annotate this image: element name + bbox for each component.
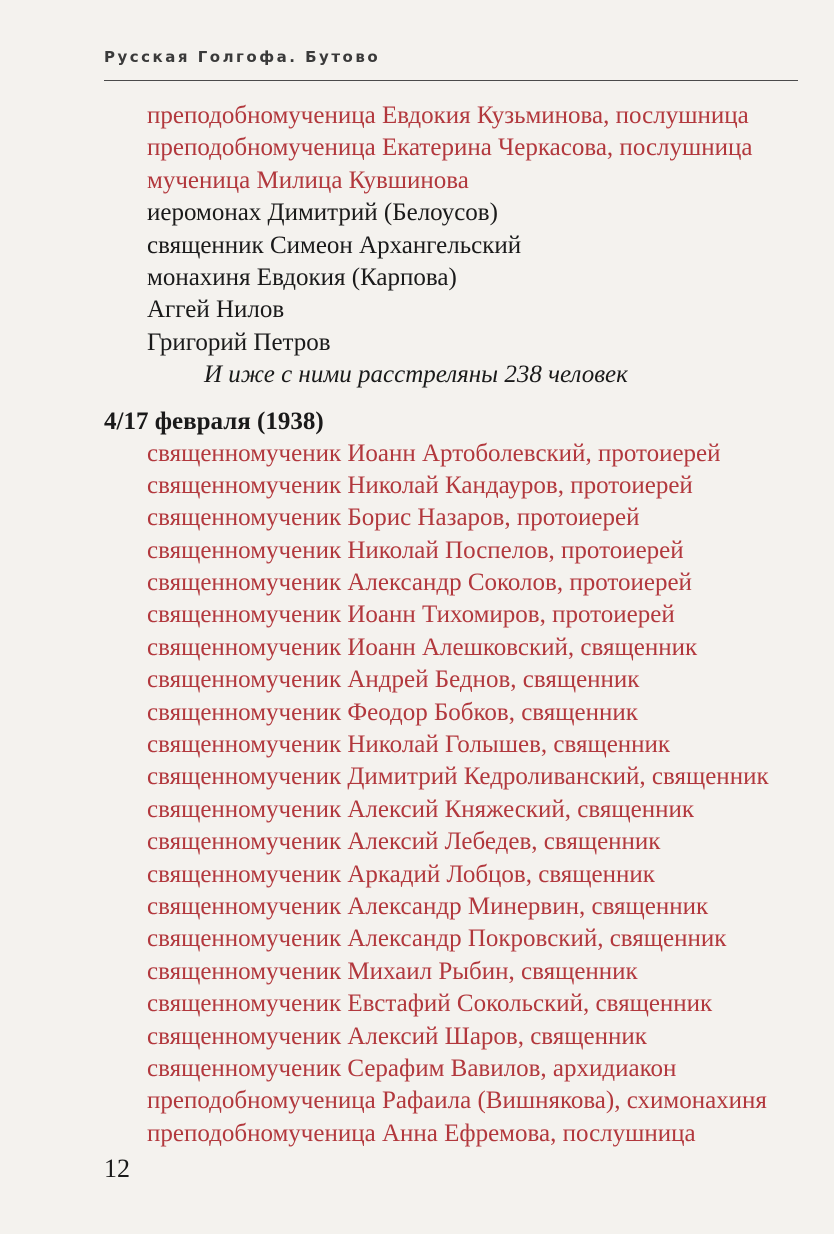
list-item: Аггей Нилов xyxy=(147,296,285,324)
list-item: священномученик Алексий Шаров, священник xyxy=(147,1022,647,1050)
list-item: священномученик Николай Кандауров, протоиерей xyxy=(147,471,693,499)
date-heading: 4/17 февраля (1938) xyxy=(104,407,324,435)
martyr-list xyxy=(104,438,804,1151)
list-item: священномученик Серафим Вавилов, архидиакон xyxy=(147,1054,677,1082)
header-rule xyxy=(104,80,798,81)
list-item: священномученик Александр Минервин, священник xyxy=(147,892,709,920)
execution-summary: И иже с ними расстреляны 238 человек xyxy=(204,361,628,389)
running-head: Русская Голгофа. Бутово xyxy=(104,48,381,66)
list-item: преподобномученица Рафаила (Вишнякова), схимонахиня xyxy=(147,1087,767,1115)
list-item: священномученик Иоанн Алешковский, священник xyxy=(147,633,698,661)
list-item: священномученик Димитрий Кедроливанский, священник xyxy=(147,763,769,791)
list-item: священномученик Борис Назаров, протоиерей xyxy=(147,504,640,532)
list-item: священномученик Иоанн Тихомиров, протоиерей xyxy=(147,601,675,629)
list-item: преподобномученица Екатерина Черкасова, послушница xyxy=(147,134,753,162)
page-body xyxy=(104,100,804,1150)
list-item: священномученик Алексий Лебедев, священник xyxy=(147,828,661,856)
list-item: священник Симеон Архангельский xyxy=(147,231,522,259)
list-item: священномученик Андрей Беднов, священник xyxy=(147,666,640,694)
list-item: мученица Милица Кувшинова xyxy=(147,166,469,194)
list-item: священномученик Аркадий Лобцов, священник xyxy=(147,860,655,888)
page-number: 12 xyxy=(104,1154,130,1183)
list-item: священномученик Алексий Княжеский, священник xyxy=(147,795,695,823)
list-item: Григорий Петров xyxy=(147,328,331,356)
list-item: священномученик Александр Покровский, священник xyxy=(147,925,727,953)
list-item: иеромонах Димитрий (Белоусов) xyxy=(147,199,498,227)
list-item: священномученик Евстафий Сокольский, священник xyxy=(147,990,713,1018)
martyr-list-continued xyxy=(104,100,804,392)
list-item: священномученик Иоанн Артоболевский, протоиерей xyxy=(147,439,721,467)
list-item: преподобномученица Евдокия Кузьминова, послушница xyxy=(147,102,749,129)
list-item: священномученик Николай Голышев, священник xyxy=(147,731,671,759)
list-item: священномученик Николай Поспелов, протоиерей xyxy=(147,536,684,564)
list-item: преподобномученица Анна Ефремова, послушница xyxy=(147,1119,696,1147)
list-item: монахиня Евдокия (Карпова) xyxy=(147,263,457,291)
list-item: священномученик Михаил Рыбин, священник xyxy=(147,957,638,985)
list-item: священномученик Александр Соколов, протоиерей xyxy=(147,569,692,597)
list-item: священномученик Феодор Бобков, священник xyxy=(147,698,638,726)
